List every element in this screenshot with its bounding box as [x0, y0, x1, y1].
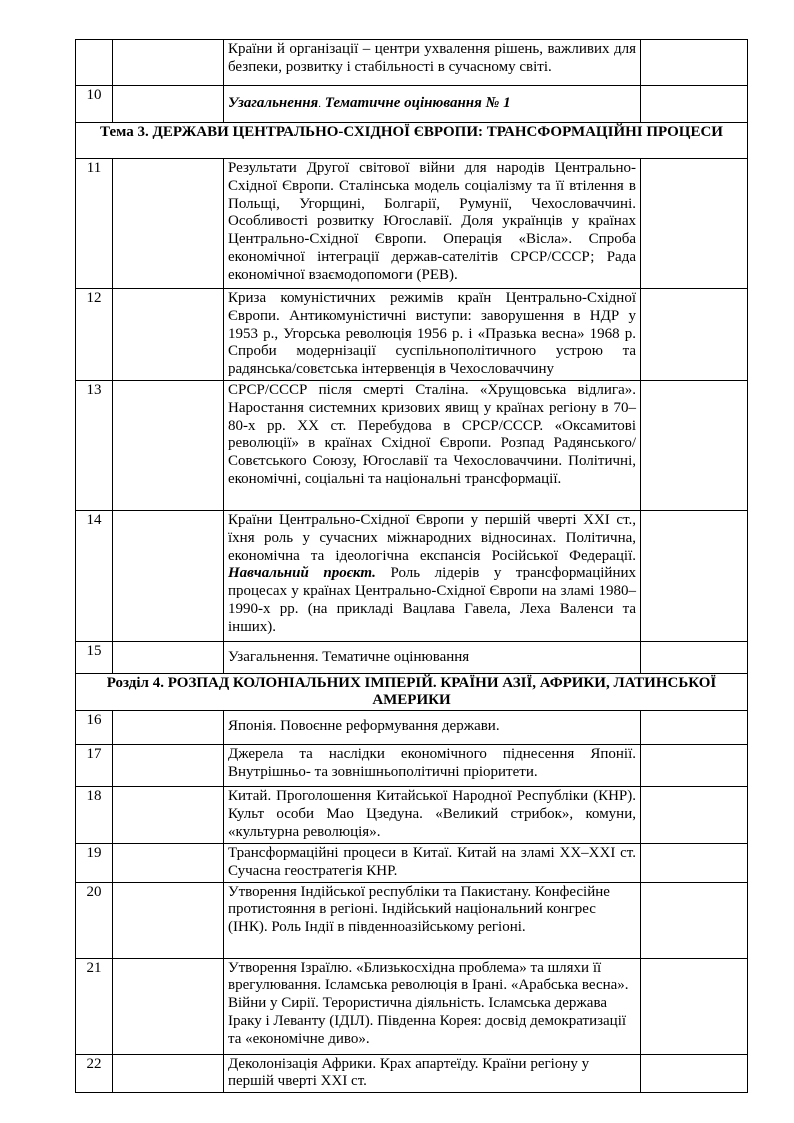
section-row [76, 123, 748, 159]
date-cell [113, 1054, 224, 1093]
date-cell [113, 843, 224, 882]
notes-cell [641, 159, 748, 289]
date-cell [113, 744, 224, 786]
date-cell [113, 882, 224, 958]
summary-label: Узагальнення [228, 95, 319, 111]
section-heading: Розділ 4. РОЗПАД КОЛОНІАЛЬНИХ ІМПЕРІЙ. КРАЇНИ АЗІЇ, АФРИКИ, ЛАТИНСЬКОЇ АМЕРИКИ [76, 673, 748, 710]
lesson-topic: Утворення Ізраїлю. «Близькосхідна проблема» та шляхи її врегулювання. Ісламська революція в Ірані. «Арабська весна». Війни у Сирії. Терористична діяльність. Ісламська держава Іраку і Леванту (ІДІЛ). Південна Корея: досвід демократизації та «економічне диво». [224, 958, 641, 1054]
lesson-number: 14 [76, 510, 113, 641]
notes-cell [641, 86, 748, 123]
notes-cell [641, 710, 748, 744]
date-cell [113, 510, 224, 641]
table-row [76, 86, 748, 123]
lesson-number: 17 [76, 744, 113, 786]
table-row [76, 159, 748, 289]
lesson-topic: Криза комуністичних режимів країн Центрально-Східної Європи. Антикомуністичні виступи: заворушення в НДР у 1953 р., Угорська революція 1956 р. і «Празька весна» 1968 р. Спроби модернізації суспільнополітичного устрою та радянська/совєтська інтервенція в Чехословаччину [224, 289, 641, 381]
lesson-number: 16 [76, 710, 113, 744]
lesson-topic: Трансформаційні процеси в Китаї. Китай на зламі XX–XXI ст. Сучасна геостратегія КНР. [224, 843, 641, 882]
notes-cell [641, 882, 748, 958]
section-row [76, 673, 748, 710]
date-cell [113, 710, 224, 744]
lesson-number: 10 [76, 86, 113, 123]
project-label: Навчальний проєкт. [228, 565, 376, 582]
lesson-number: 12 [76, 289, 113, 381]
date-cell [113, 86, 224, 123]
lesson-topic: СРСР/СССР після смерті Сталіна. «Хрущовська відлига». Наростання системних кризових явищ у країнах регіону в 70–80-х рр. ХХ ст. Перебудова в СРСР/СССР. «Оксамитові революції» в країнах Східної Європи. Розпад Радянського/Совєтського Союзу, Югославії та Чехословаччини. Політичні, економічні, соціальні та національні трансформації. [224, 380, 641, 510]
lesson-topic: Японія. Повоєнне реформування держави. [224, 710, 641, 744]
date-cell [113, 289, 224, 381]
date-cell [113, 159, 224, 289]
notes-cell [641, 786, 748, 843]
lesson-topic: Результати Другої світової війни для народів Центрально-Східної Європи. Сталінська модель соціалізму та її втілення в Польщі, Угорщині, Болгарії, Румунії, Чехословаччині. Особливості розвитку Югославії. Доля українців у країнах Центрально-Східної Європи. Операція «Вісла». Спроба економічної інтеграції держав-сателітів СРСР/СССР; Рада економічної взаємодопомоги (РЕВ). [224, 159, 641, 289]
lesson-topic: Країни й організації – центри ухвалення рішень, важливих для безпеки, розвитку і стабільності в сучасному світі. [224, 40, 641, 86]
notes-cell [641, 1054, 748, 1093]
topic-text: Країни Центрально-Східної Європи у першій чверті ХХІ ст., їхня роль у сучасних міжнародних відносинах. Політична, економічна та ідеологічна експансія Російської Федерації. [228, 511, 636, 564]
table-row [76, 744, 748, 786]
lesson-number: 18 [76, 786, 113, 843]
date-cell [113, 958, 224, 1054]
assessment-label: Тематичне оцінювання № 1 [321, 95, 511, 111]
notes-cell [641, 843, 748, 882]
section-heading: Тема 3. ДЕРЖАВИ ЦЕНТРАЛЬНО-СХІДНОЇ ЄВРОПИ: ТРАНСФОРМАЦІЙНІ ПРОЦЕСИ [76, 123, 748, 159]
table-row [76, 843, 748, 882]
table-row [76, 882, 748, 958]
lesson-topic: Утворення Індійської республіки та Пакистану. Конфесійне протистояння в регіоні. Індійський національний конгрес (ІНК). Роль Індії в південноазійському регіоні. [224, 882, 641, 958]
lesson-topic: Китай. Проголошення Китайської Народної Республіки (КНР). Культ особи Мао Цзедуна. «Великий стрибок», комуни, «культурна революція». [224, 786, 641, 843]
lesson-topic [224, 510, 641, 641]
table-row [76, 510, 748, 641]
lesson-number: 15 [76, 641, 113, 673]
lesson-topic: Джерела та наслідки економічного піднесення Японії. Внутрішньо- та зовнішньополітичні пріоритети. [224, 744, 641, 786]
table-row [76, 786, 748, 843]
table-row [76, 289, 748, 381]
notes-cell [641, 641, 748, 673]
date-cell [113, 40, 224, 86]
date-cell [113, 380, 224, 510]
topic-text: Роль лідерів у трансформаційних процесах у країнах Центрально-Східної Європи на зламі 1980–1990-х рр. (на прикладі Вацлава Гавела, Леха Валенси та інших). [228, 565, 636, 635]
lesson-number [76, 40, 113, 86]
lesson-topic: Деколонізація Африки. Крах апартеїду. Країни регіону у першій чверті ХХІ ст. [224, 1054, 641, 1093]
notes-cell [641, 40, 748, 86]
notes-cell [641, 380, 748, 510]
lesson-number: 19 [76, 843, 113, 882]
curriculum-table [75, 39, 748, 1093]
table-row [76, 380, 748, 510]
lesson-number: 22 [76, 1054, 113, 1093]
notes-cell [641, 289, 748, 381]
notes-cell [641, 958, 748, 1054]
notes-cell [641, 744, 748, 786]
separator: . [318, 98, 322, 110]
notes-cell [641, 510, 748, 641]
table-row [76, 641, 748, 673]
date-cell [113, 641, 224, 673]
table-row [76, 1054, 748, 1093]
date-cell [113, 786, 224, 843]
lesson-number: 11 [76, 159, 113, 289]
table-row [76, 40, 748, 86]
table-row [76, 710, 748, 744]
lesson-number: 21 [76, 958, 113, 1054]
table-row [76, 958, 748, 1054]
lesson-topic: Узагальнення. Тематичне оцінювання [224, 641, 641, 673]
lesson-number: 13 [76, 380, 113, 510]
lesson-number: 20 [76, 882, 113, 958]
lesson-topic [224, 86, 641, 123]
